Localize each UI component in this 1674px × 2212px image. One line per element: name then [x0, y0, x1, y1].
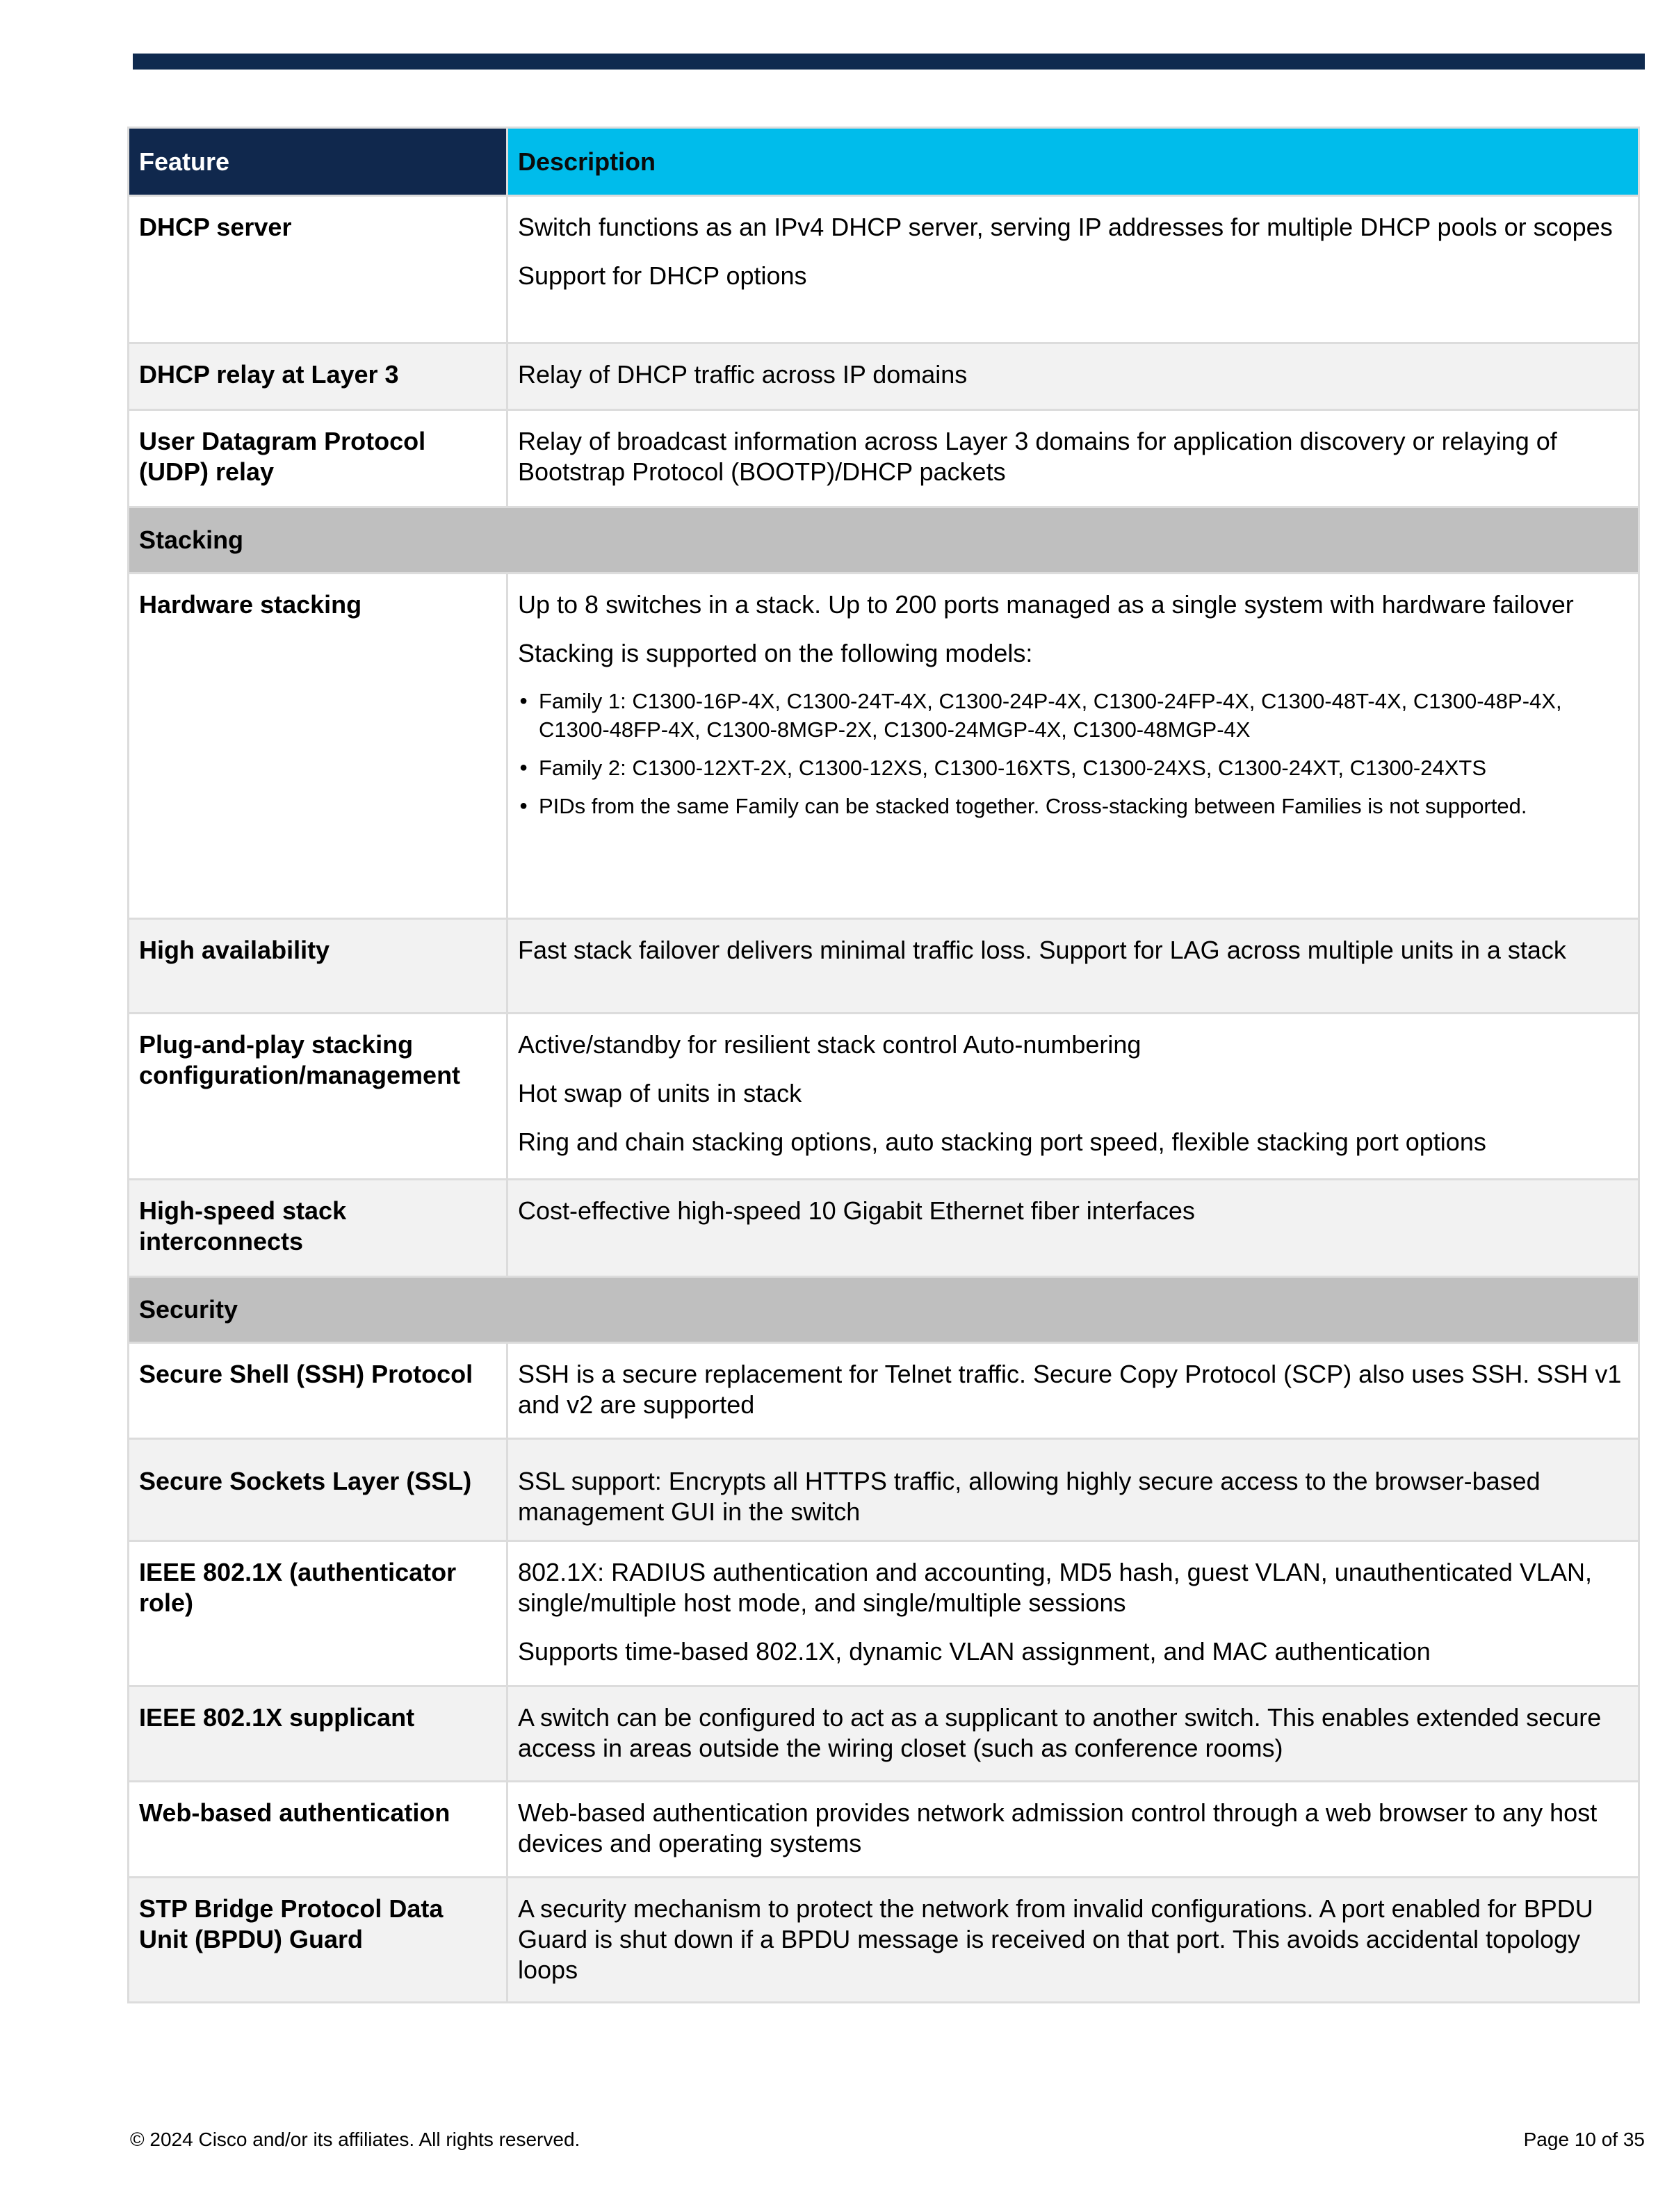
- description-text: Hot swap of units in stack: [518, 1079, 802, 1107]
- description-cell: [507, 1180, 1639, 1277]
- table-row: [129, 1343, 1639, 1439]
- description-cell: [507, 1439, 1639, 1541]
- description-cell: [507, 1014, 1639, 1180]
- feature-cell: DHCP server: [129, 196, 507, 343]
- description-text: A security mechanism to protect the network from invalid configurations. A port enabled for BPDU Guard is shut down if a BPDU message is received on that port. This avoids accidental topology loops: [518, 1894, 1593, 1984]
- description-cell: [507, 343, 1639, 410]
- section-header-security: [129, 1277, 1639, 1343]
- description-text: Fast stack failover delivers minimal traffic loss. Support for LAG across multiple units in a stack: [518, 936, 1566, 964]
- feature-cell: User Datagram Protocol (UDP) relay: [129, 410, 507, 507]
- description-text: SSL support: Encrypts all HTTPS traffic, allowing highly secure access to the browser-based management GUI in the switch: [518, 1467, 1541, 1526]
- description-text: Web-based authentication provides network admission control through a web browser to any host devices and operating systems: [518, 1798, 1598, 1857]
- description-text: Active/standby for resilient stack control Auto-numbering: [518, 1030, 1141, 1059]
- description-text: Relay of broadcast information across Layer 3 domains for application discovery or relaying of Bootstrap Protocol (BOOTP)/DHCP packets: [518, 427, 1557, 486]
- table-row: [129, 1541, 1639, 1686]
- description-cell: [507, 919, 1639, 1014]
- description-cell: [507, 1343, 1639, 1439]
- feature-cell: Secure Sockets Layer (SSL): [129, 1439, 507, 1541]
- table-row: [129, 1180, 1639, 1277]
- table-row: [129, 1686, 1639, 1782]
- section-title: Security: [129, 1277, 1639, 1343]
- description-cell: [507, 196, 1639, 343]
- table-row: [129, 196, 1639, 343]
- table-header-row: [129, 128, 1639, 196]
- table-row: [129, 1878, 1639, 2003]
- table-row: [129, 410, 1639, 507]
- description-text: Supports time-based 802.1X, dynamic VLAN assignment, and MAC authentication: [518, 1637, 1431, 1666]
- description-text: Support for DHCP options: [518, 261, 807, 290]
- feature-cell: Secure Shell (SSH) Protocol: [129, 1343, 507, 1439]
- description-text: SSH is a secure replacement for Telnet traffic. Secure Copy Protocol (SCP) also uses SSH. SSH v1 and v2 are supported: [518, 1360, 1622, 1419]
- column-header-feature: Feature: [129, 128, 507, 196]
- feature-cell: Plug-and-play stacking configuration/management: [129, 1014, 507, 1180]
- feature-cell: IEEE 802.1X supplicant: [129, 1686, 507, 1782]
- model-list-item: ● Family 2: C1300-12XT-2X, C1300-12XS, C1300-16XTS, C1300-24XS, C1300-24XT, C1300-24XTS: [539, 754, 1628, 782]
- description-cell: [507, 1541, 1639, 1686]
- description-text: Stacking is supported on the following models:: [518, 639, 1033, 667]
- model-list: [518, 687, 1628, 820]
- table-row: [129, 343, 1639, 410]
- description-cell: [507, 574, 1639, 919]
- table-row: [129, 574, 1639, 919]
- description-text: Up to 8 switches in a stack. Up to 200 ports managed as a single system with hardware failover: [518, 590, 1574, 619]
- feature-cell: High-speed stack interconnects: [129, 1180, 507, 1277]
- description-cell: [507, 1686, 1639, 1782]
- footer-page-number: Page 10 of 35: [1523, 2129, 1645, 2150]
- table-row: [129, 1782, 1639, 1878]
- table-row: [129, 1439, 1639, 1541]
- model-list-item: ● Family 1: C1300-16P-4X, C1300-24T-4X, C1300-24P-4X, C1300-24FP-4X, C1300-48T-4X, C1300-48P-4X, C1300-48FP-4X, C1300-8MGP-2X, C1300-24MGP-4X, C1300-48MGP-4X: [539, 687, 1628, 744]
- description-text: Ring and chain stacking options, auto stacking port speed, flexible stacking port options: [518, 1128, 1486, 1156]
- section-header-stacking: [129, 507, 1639, 574]
- description-cell: [507, 410, 1639, 507]
- description-text: Switch functions as an IPv4 DHCP server, serving IP addresses for multiple DHCP pools or scopes: [518, 213, 1613, 241]
- model-list-item: ● PIDs from the same Family can be stacked together. Cross-stacking between Families is not supported.: [539, 792, 1628, 820]
- column-header-description: Description: [507, 128, 1639, 196]
- description-cell: [507, 1878, 1639, 2003]
- feature-cell: DHCP relay at Layer 3: [129, 343, 507, 410]
- feature-table: [127, 127, 1640, 2003]
- section-title: Stacking: [129, 507, 1639, 574]
- feature-cell: Hardware stacking: [129, 574, 507, 919]
- feature-cell: STP Bridge Protocol Data Unit (BPDU) Guard: [129, 1878, 507, 2003]
- footer-copyright: © 2024 Cisco and/or its affiliates. All rights reserved.: [130, 2129, 580, 2150]
- description-text: Relay of DHCP traffic across IP domains: [518, 360, 968, 389]
- description-text: 802.1X: RADIUS authentication and accounting, MD5 hash, guest VLAN, unauthenticated VLAN, single/multiple host mode, and single/multiple sessions: [518, 1558, 1592, 1617]
- table-row: [129, 919, 1639, 1014]
- feature-cell: Web-based authentication: [129, 1782, 507, 1878]
- description-text: Cost-effective high-speed 10 Gigabit Ethernet fiber interfaces: [518, 1196, 1195, 1225]
- table-row: [129, 1014, 1639, 1180]
- feature-cell: High availability: [129, 919, 507, 1014]
- description-text: A switch can be configured to act as a supplicant to another switch. This enables extended secure access in areas outside the wiring closet (such as conference rooms): [518, 1703, 1602, 1762]
- top-accent-bar: [133, 54, 1645, 70]
- description-cell: [507, 1782, 1639, 1878]
- feature-cell: IEEE 802.1X (authenticator role): [129, 1541, 507, 1686]
